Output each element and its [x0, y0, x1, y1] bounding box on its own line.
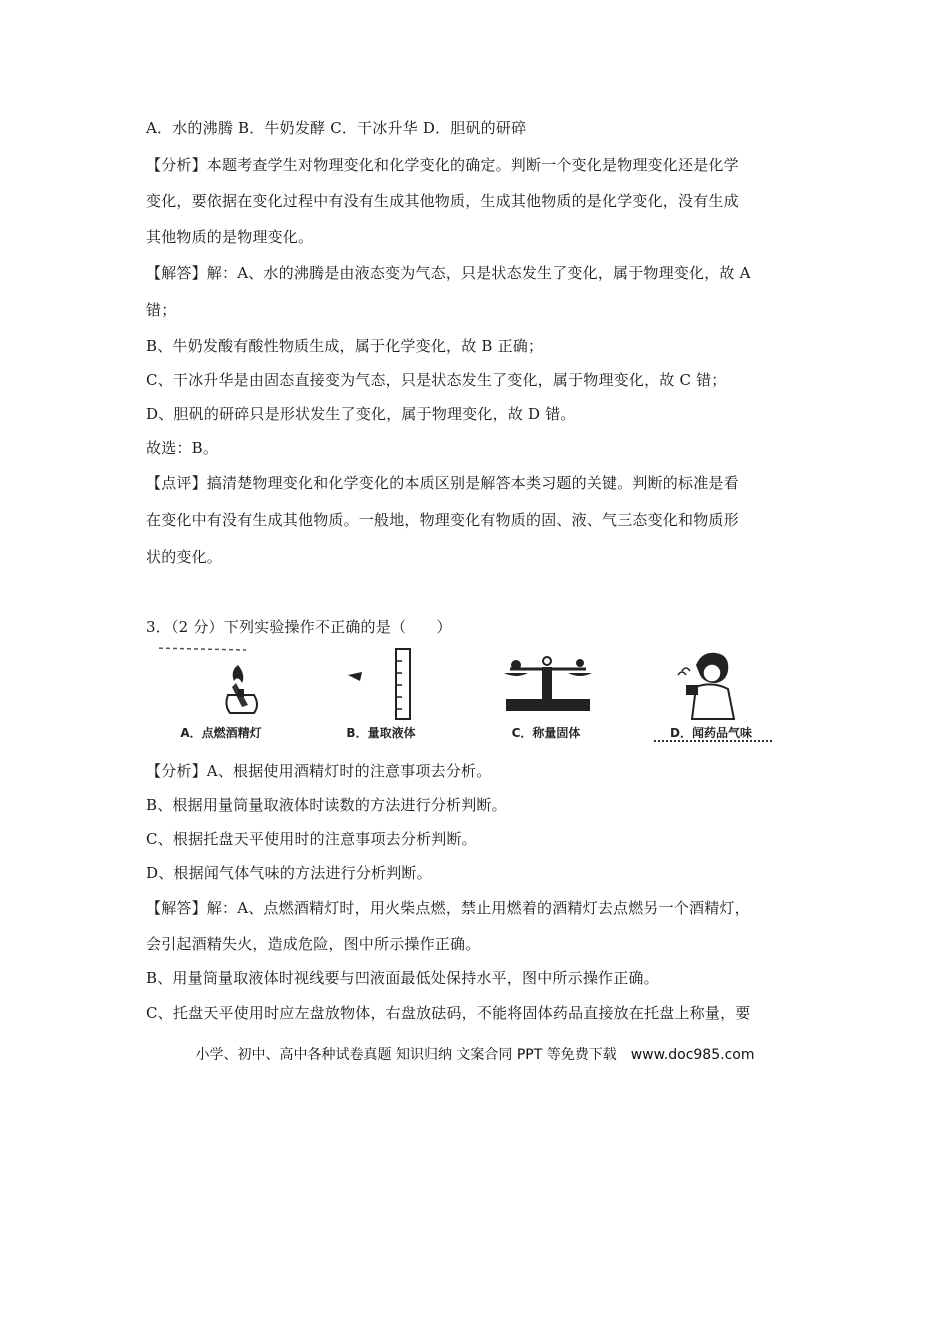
line-analysis2-c: C、根据托盘天平使用时的注意事项去分析判断。 [146, 830, 477, 848]
line-choice: 故选：B。 [146, 439, 219, 457]
line-analysis2-b: B、根据用量筒量取液体时读数的方法进行分析判断。 [146, 796, 507, 814]
line-analysis-3: 其他物质的是物理变化。 [146, 228, 314, 246]
line-answer2-c: C、托盘天平使用时应左盘放物体，右盘放砝码，不能将固体药品直接放在托盘上称量，要 [146, 1004, 751, 1022]
line-answer-1: 【解答】解：A、水的沸腾是由液态变为气态，只是状态发生了变化，属于物理变化，故 A [146, 264, 751, 282]
line-analysis2-d: D、根据闻气体气味的方法进行分析判断。 [146, 864, 432, 882]
line-answer-c: C、干冰升华是由固态直接变为气态，只是状态发生了变化，属于物理变化，故 C 错； [146, 371, 727, 389]
page-footer: 小学、初中、高中各种试卷真题 知识归纳 文案合同 PPT 等免费下载 www.doc985.com [195, 1047, 755, 1063]
figure-d-label: D．闻药品气味 [670, 726, 752, 740]
line-analysis-2: 变化，要依据在变化过程中有没有生成其他物质，生成其他物质的是化学变化，没有生成 [146, 192, 739, 210]
line-answer2-b: B、用量筒量取液体时视线要与凹液面最低处保持水平，图中所示操作正确。 [146, 969, 659, 987]
line-answer2-1: 【解答】解：A、点燃酒精灯时，用火柴点燃，禁止用燃着的酒精灯去点燃另一个酒精灯， [146, 899, 750, 917]
figure-c-label: C．称量固体 [511, 726, 581, 740]
line-options: A．水的沸腾 B．牛奶发酵 C．干冰升华 D．胆矾的研碎 [146, 119, 527, 137]
line-analysis2-a: 【分析】A、根据使用酒精灯时的注意事项去分析。 [146, 762, 492, 780]
line-answer-d: D、胆矾的研碎只是形状发生了变化，属于物理变化，故 D 错。 [146, 405, 576, 423]
line-comment-2: 在变化中有没有生成其他物质。一般地，物理变化有物质的固、液、气三态变化和物质形 [146, 511, 739, 529]
figure-bottom-dotted-line [146, 645, 776, 745]
line-comment-3: 状的变化。 [146, 548, 223, 566]
line-answer-2: 错； [146, 301, 177, 319]
figure-b-label: B．量取液体 [346, 726, 416, 740]
figure-a-label: A．点燃酒精灯 [180, 726, 262, 740]
line-answer-b: B、牛奶发酸有酸性物质生成，属于化学变化，故 B 正确； [146, 337, 544, 355]
line-answer2-2: 会引起酒精失火，造成危险，图中所示操作正确。 [146, 935, 481, 953]
question-3: 3．（2 分）下列实验操作不正确的是（ ） [146, 618, 452, 636]
line-analysis-1: 【分析】本题考查学生对物理变化和化学变化的确定。判断一个变化是物理变化还是化学 [146, 156, 739, 174]
experiment-figures [146, 645, 776, 745]
line-comment-1: 【点评】搞清楚物理变化和化学变化的本质区别是解答本类习题的关键。判断的标准是看 [146, 474, 739, 492]
